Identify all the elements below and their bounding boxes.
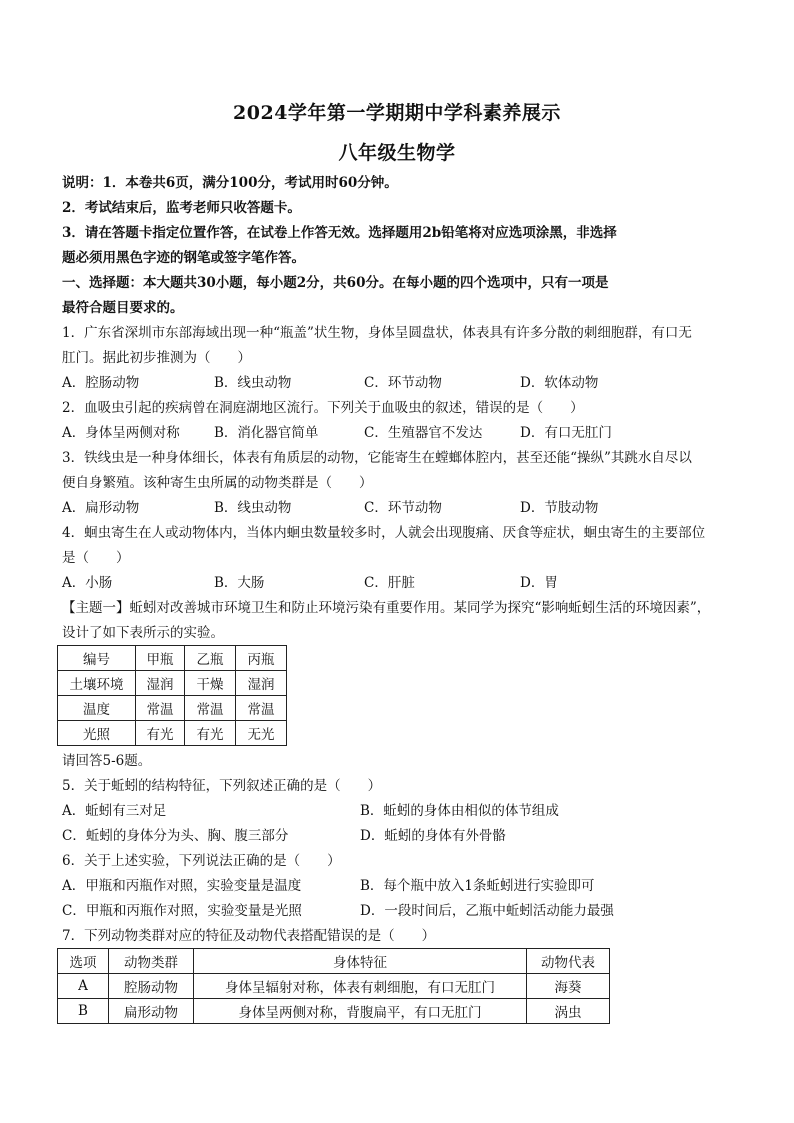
q5-options-row-1	[62, 802, 742, 820]
table-cell: 选项	[58, 949, 109, 974]
q6-option-d: D．一段时间后，乙瓶中蚯蚓活动能力最强	[360, 903, 614, 919]
q3-option-b: B．线虫动物	[214, 500, 292, 516]
table-row	[58, 646, 287, 671]
section-heading-2: 最符合题目要求的。	[62, 300, 184, 316]
table-row	[58, 949, 610, 974]
q2-stem-1: 2．血吸虫引起的疾病曾在洞庭湖地区流行。下列关于血吸虫的叙述，错误的是（ ）	[62, 400, 584, 416]
q6-option-c: C．甲瓶和丙瓶作对照，实验变量是光照	[62, 903, 302, 919]
q5-options-row-2	[62, 827, 742, 845]
table-cell: 无光	[236, 721, 287, 746]
table-cell: 常温	[236, 696, 287, 721]
exam-subtitle: 八年级生物学	[338, 142, 456, 164]
table-row	[58, 721, 287, 746]
table-cell: 海葵	[527, 974, 610, 999]
table-cell: 编号	[58, 646, 136, 671]
q6-option-b: B．每个瓶中放入1条蚯蚓进行实验即可	[360, 878, 595, 894]
q4-stem-2: 是（ ）	[62, 550, 130, 566]
q5-option-b: B．蚯蚓的身体由相似的体节组成	[360, 803, 559, 819]
q3-options	[62, 499, 742, 517]
table-cell: 温度	[58, 696, 136, 721]
instruction-3b: 题必须用黑色字迹的钢笔或签字笔作答。	[62, 250, 305, 266]
q1-option-b: B．线虫动物	[214, 375, 292, 391]
table-cell: 干燥	[185, 671, 236, 696]
q3-option-d: D．节肢动物	[520, 500, 599, 516]
table-cell: 动物类群	[109, 949, 194, 974]
q6-options-row-2	[62, 902, 742, 920]
q1-stem-2: 肛门。据此初步推测为（ ）	[62, 350, 251, 366]
q4-option-c: C．肝脏	[364, 575, 415, 591]
theme1-intro-2: 设计了如下表所示的实验。	[62, 625, 224, 641]
q1-option-d: D．软体动物	[520, 375, 599, 391]
q2-option-b: B．消化器官简单	[214, 425, 319, 441]
table-cell: 扁形动物	[109, 999, 194, 1024]
q3-stem-2: 便自身繁殖。该种寄生虫所属的动物类群是（ ）	[62, 475, 373, 491]
table-cell: 身体特征	[194, 949, 527, 974]
instruction-2: 2．考试结束后，监考老师只收答题卡。	[62, 200, 301, 216]
table-cell: 土壤环境	[58, 671, 136, 696]
exam-title: 2024学年第一学期期中学科素养展示	[233, 102, 561, 124]
section-heading-1: 一、选择题：本大题共30小题，每小题2分，共60分。在每小题的四个选项中，只有一项是	[62, 275, 609, 291]
q3-option-a: A．扁形动物	[62, 500, 140, 516]
q5-option-d: D．蚯蚓的身体有外骨骼	[360, 828, 506, 844]
table-cell: 丙瓶	[236, 646, 287, 671]
table-row	[58, 696, 287, 721]
table-cell: 甲瓶	[136, 646, 185, 671]
instruction-1: 说明：1．本卷共6页，满分100分，考试用时60分钟。	[62, 175, 398, 191]
table-cell: 湿润	[136, 671, 185, 696]
table-cell: 有光	[136, 721, 185, 746]
q5-option-c: C．蚯蚓的身体分为头、胸、腹三部分	[62, 828, 289, 844]
q3-option-c: C．环节动物	[364, 500, 442, 516]
table-cell: 常温	[136, 696, 185, 721]
table-cell: 动物代表	[527, 949, 610, 974]
q5-stem-1: 5．关于蚯蚓的结构特征，下列叙述正确的是（ ）	[62, 778, 382, 794]
theme1-after: 请回答5-6题。	[62, 753, 152, 769]
q1-option-c: C．环节动物	[364, 375, 442, 391]
q1-option-a: A．腔肠动物	[62, 375, 140, 391]
table-cell: 乙瓶	[185, 646, 236, 671]
q2-option-a: A．身体呈两侧对称	[62, 425, 180, 441]
q4-stem-1: 4．蛔虫寄生在人或动物体内，当体内蛔虫数量较多时，人就会出现腹痛、厌食等症状，蛔虫寄生的主要部位	[62, 525, 706, 541]
table-cell: 身体呈辐射对称，体表有刺细胞，有口无肛门	[194, 974, 527, 999]
table-cell: A	[58, 974, 109, 999]
table-cell: 腔肠动物	[109, 974, 194, 999]
q3-stem-1: 3．铁线虫是一种身体细长，体表有角质层的动物，它能寄生在螳螂体腔内，甚至还能“操纵”其跳水自尽以	[62, 450, 692, 466]
experiment-table	[57, 645, 287, 746]
theme1-intro-1: 【主题一】蚯蚓对改善城市环境卫生和防止环境污染有重要作用。某同学为探究“影响蚯蚓生活的环境因素”，	[62, 600, 711, 616]
table-cell: 常温	[185, 696, 236, 721]
q4-options	[62, 574, 742, 592]
table-row	[58, 671, 287, 696]
instruction-3a: 3．请在答题卡指定位置作答，在试卷上作答无效。选择题用2b铅笔将对应选项涂黑，非选择	[62, 225, 617, 241]
q4-option-a: A．小肠	[62, 575, 113, 591]
table-cell: 有光	[185, 721, 236, 746]
q7-stem-1: 7．下列动物类群对应的特征及动物代表搭配错误的是（ ）	[62, 928, 436, 944]
table-cell: 身体呈两侧对称，背腹扁平，有口无肛门	[194, 999, 527, 1024]
q6-option-a: A．甲瓶和丙瓶作对照，实验变量是温度	[62, 878, 302, 894]
q2-option-c: C．生殖器官不发达	[364, 425, 483, 441]
table-cell: 光照	[58, 721, 136, 746]
q2-option-d: D．有口无肛门	[520, 425, 612, 441]
q6-stem-1: 6．关于上述实验，下列说法正确的是（ ）	[62, 853, 341, 869]
q5-option-a: A．蚯蚓有三对足	[62, 803, 167, 819]
animal-groups-table	[57, 948, 610, 1024]
q6-options-row-1	[62, 877, 742, 895]
q2-options	[62, 424, 742, 442]
table-cell: 涡虫	[527, 999, 610, 1024]
q1-stem-1: 1．广东省深圳市东部海域出现一种“瓶盖”状生物，身体呈圆盘状，体表具有许多分散的刺细胞群，有口无	[62, 325, 692, 341]
q4-option-b: B．大肠	[214, 575, 265, 591]
q4-option-d: D．胃	[520, 575, 558, 591]
table-row	[58, 999, 610, 1024]
table-cell: B	[58, 999, 109, 1024]
q1-options	[62, 374, 742, 392]
table-cell: 湿润	[236, 671, 287, 696]
table-row	[58, 974, 610, 999]
